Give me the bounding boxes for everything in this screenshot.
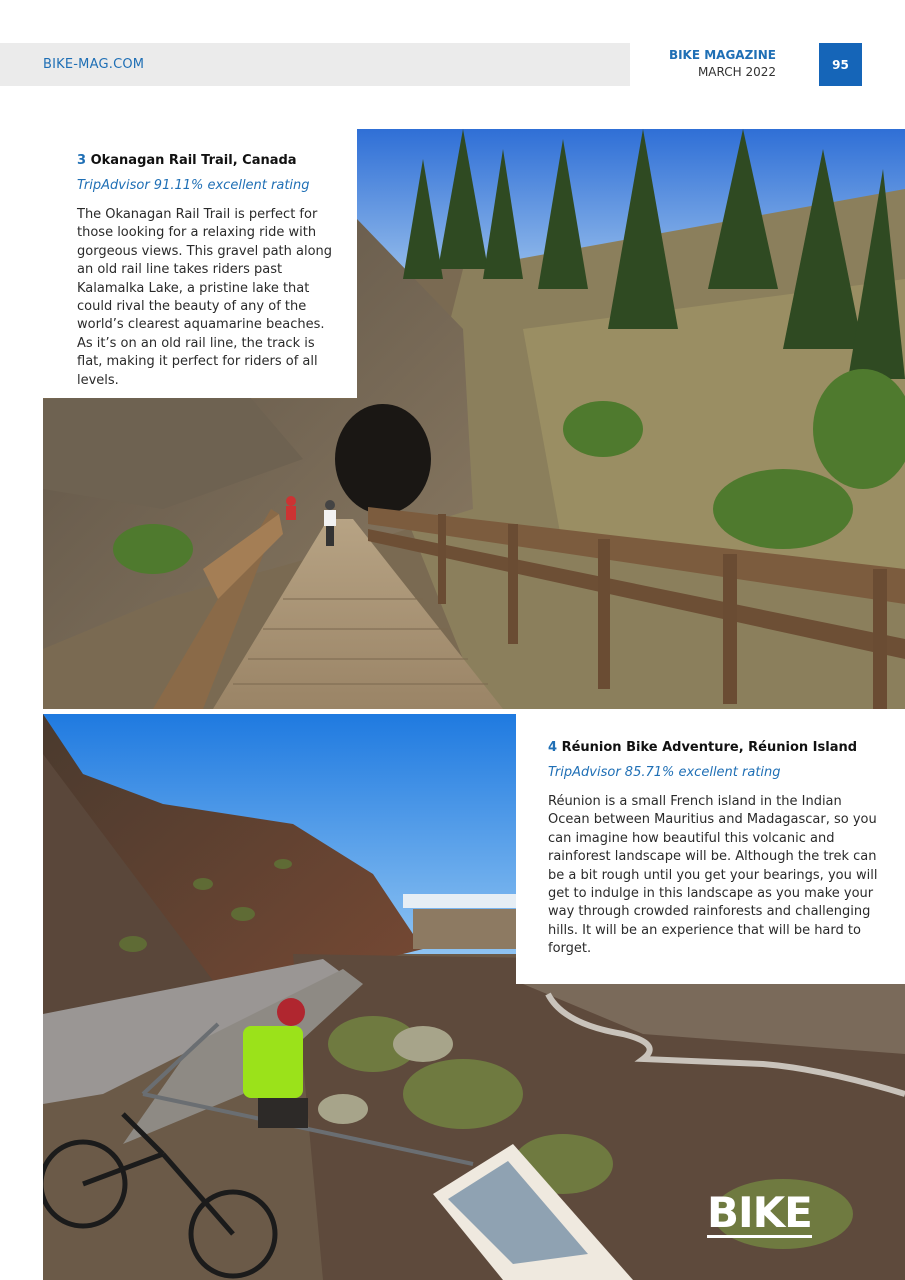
article-title [77, 153, 337, 168]
bike-logo: BIKE [707, 1188, 812, 1237]
article-rating: TripAdvisor 85.71% excellent rating [548, 765, 781, 780]
article-okanagan [43, 129, 357, 398]
article-body: Réunion is a small French island in the Indian Ocean between Mauritius and Madagascar, so you can imagine how beautiful this volcanic and rainforest landscape will be. Although the trek can be a bit rough until you get your bearings, you will get to indulge in this landscape as you make your way through crowded rainforests and challenging hills. It will be an experience that will be hard to forget. [548, 794, 878, 957]
article-number: 3 [77, 153, 87, 168]
article-title-text: Réunion Bike Adventure, Réunion Island [561, 740, 858, 755]
site-url[interactable]: BIKE-MAG.COM [43, 57, 145, 72]
article-rating: TripAdvisor 91.11% excellent rating [77, 178, 310, 193]
issue-date: MARCH 2022 [697, 65, 776, 79]
page-number-text: 95 [832, 57, 849, 72]
article-body: The Okanagan Rail Trail is perfect for those looking for a relaxing ride with gorgeous views. This gravel path along an old rail line takes riders past Kalamalka Lake, a pristine lake that could rival the beauty of any of the world’s clearest aquamarine beaches. As it’s on an old rail line, the track is flat, making it perfect for riders of all levels. [77, 207, 333, 388]
magazine-name: BIKE MAGAZINE [668, 48, 776, 62]
article-number: 4 [548, 740, 558, 755]
article-title [548, 740, 885, 755]
page-number [819, 43, 862, 86]
article-reunion [516, 714, 905, 984]
article-title-text: Okanagan Rail Trail, Canada [90, 153, 297, 168]
